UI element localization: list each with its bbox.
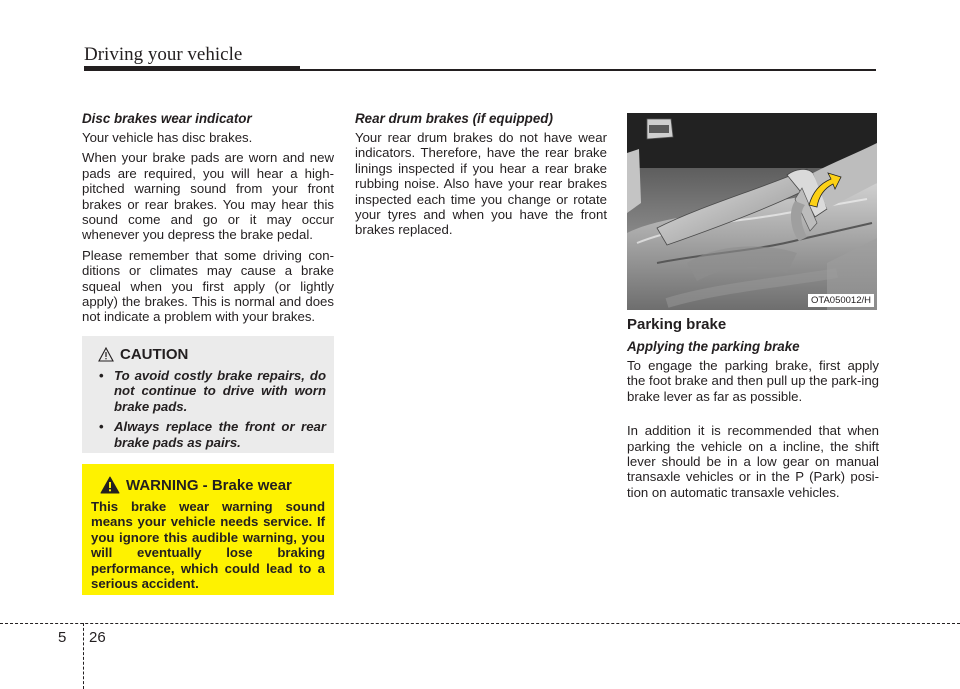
caution-item: • To avoid costly brake repairs, do not continue to drive with worn brake pads. xyxy=(94,368,326,414)
footer-vertical-rule xyxy=(83,623,84,689)
column-disc-brakes xyxy=(82,111,334,330)
parking-brake-paragraph-2: In addition it is recommended that when parking the vehicle on a incline, the shift lever should be in a low gear on manual transaxle vehicles or in the P (Park) posi-tion on automatic transaxle vehicles. xyxy=(627,423,879,500)
parking-brake-paragraph-1: To engage the parking brake, first apply the foot brake and then pull up the park-ing brake lever as far as possible. xyxy=(627,358,879,404)
warning-title: WARNING - Brake wear xyxy=(126,476,292,494)
caution-item: • Always replace the front or rear brake pads as pairs. xyxy=(94,419,326,450)
caution-header xyxy=(98,344,326,364)
page-header-title: Driving your vehicle xyxy=(84,44,243,65)
parking-brake-photo xyxy=(627,113,877,310)
rear-drum-brakes-subheading: Rear drum brakes (if equipped) xyxy=(355,111,553,126)
caution-box xyxy=(82,336,334,453)
disc-brakes-paragraph-2: When your brake pads are worn and new pads are required, you will hear a high-pitched warning sound from your front brakes or rear brakes. You may hear this sound come and go or it may occur whenever you depress the brake pedal. xyxy=(82,150,334,243)
disc-brakes-subheading: Disc brakes wear indicator xyxy=(82,111,252,126)
parking-brake-heading: Parking brake xyxy=(627,316,727,333)
header-rule-thin xyxy=(300,69,876,71)
section-number: 5 xyxy=(58,629,67,646)
disc-brakes-paragraph-1: Your vehicle has disc brakes. xyxy=(82,130,253,145)
column-rear-drum-brakes xyxy=(355,111,607,243)
header-rule-thick xyxy=(84,66,300,71)
parking-brake-subheading: Applying the parking brake xyxy=(627,339,800,354)
figure-label: OTA050012/H xyxy=(808,294,874,307)
warning-triangle-icon xyxy=(100,476,120,494)
warning-header xyxy=(100,474,325,496)
warning-text: This brake wear warning sound means your vehicle needs service. If you ignore this audible warning, you will eventually lose braking performance, which could lead to a serious accident. xyxy=(91,499,325,592)
warning-box xyxy=(82,464,334,595)
disc-brakes-paragraph-3: Please remember that some driving con-ditions or climates may cause a brake squeal when you first apply (or lightly apply) the brakes. This is normal and does not indicate a problem with your brakes. xyxy=(82,247,334,325)
page-number: 26 xyxy=(89,629,106,646)
footer-dashed-rule xyxy=(0,623,960,624)
caution-triangle-icon xyxy=(98,347,114,362)
rear-drum-brakes-paragraph: Your rear drum brakes do not have wear indicators. Therefore, have the rear brake linings inspected if you hear a rear brake rubbing noise. Also have your rear brakes inspected each time you change or rotate your tyres and when you have the front brakes replaced. xyxy=(355,130,607,238)
caution-title: CAUTION xyxy=(120,345,189,363)
parking-brake-illustration xyxy=(627,113,877,310)
caution-list xyxy=(94,368,326,450)
column-parking-brake xyxy=(627,316,879,505)
